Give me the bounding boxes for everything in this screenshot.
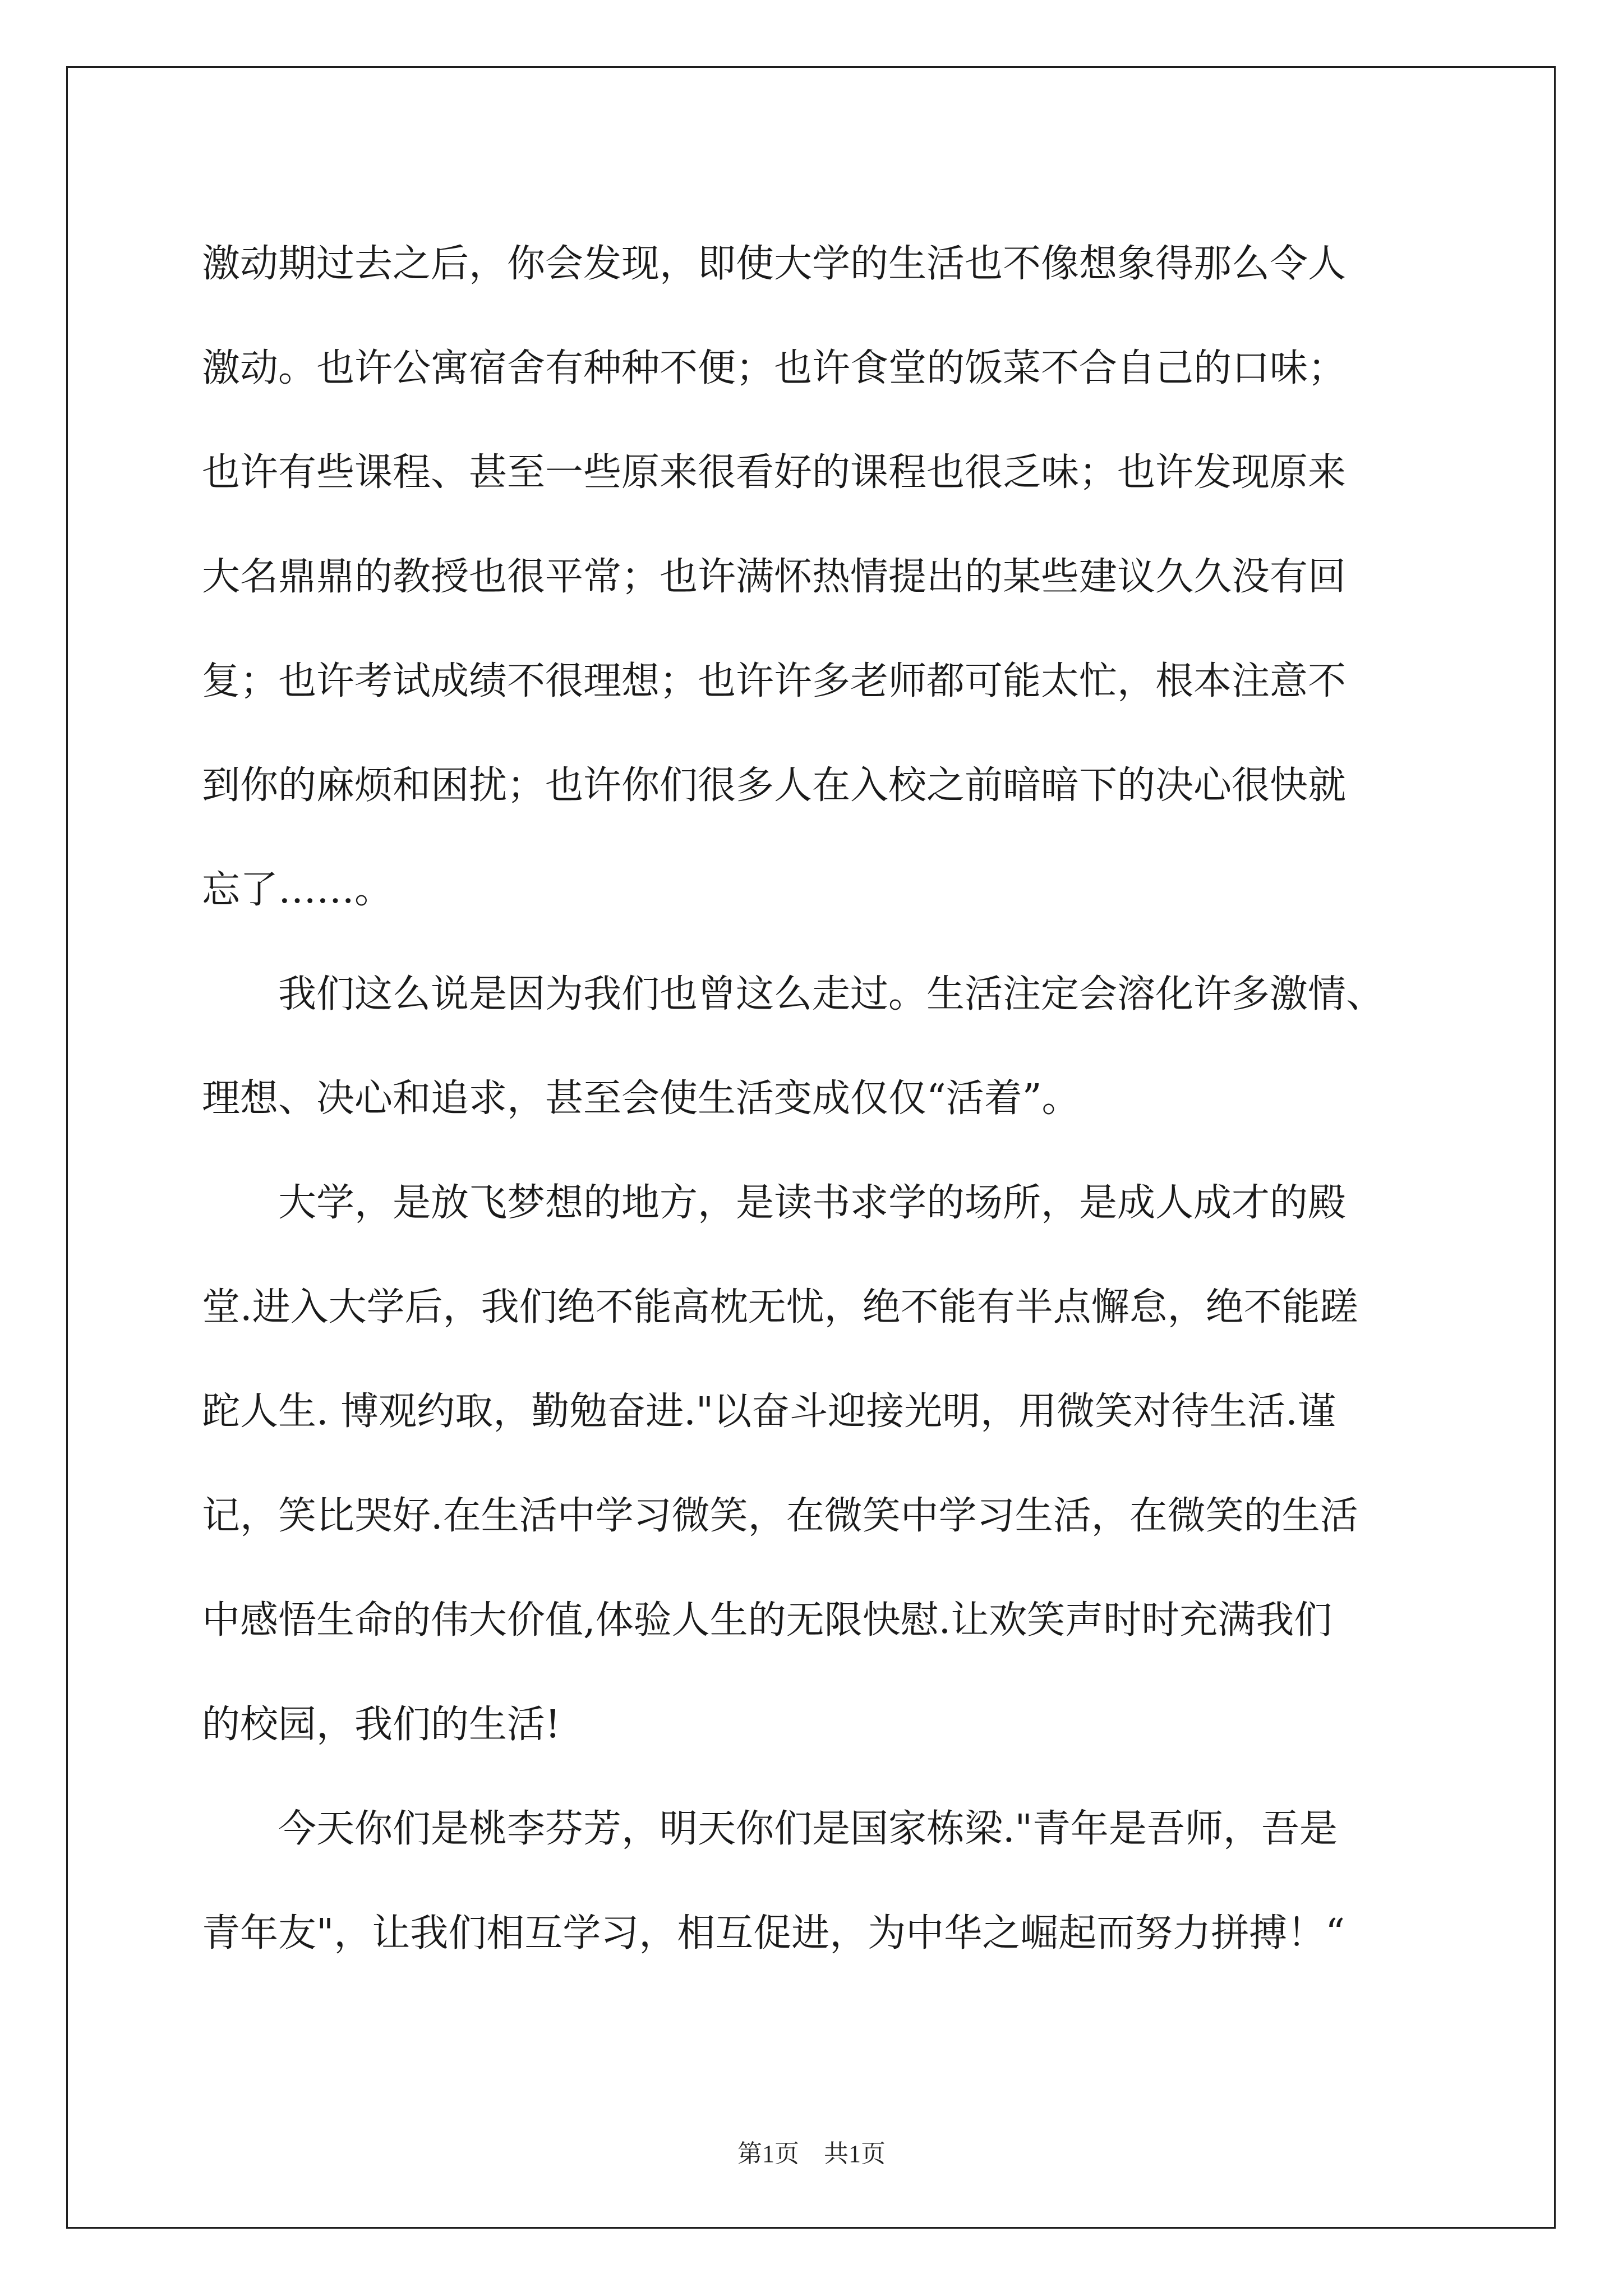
document-body	[202, 212, 1436, 1986]
text-line: 记，笑比哭好.在生活中学习微笑，在微笑中学习生活，在微笑的生活	[202, 1494, 1358, 1538]
page-number-footer: 第1页 共1页	[737, 2140, 886, 2168]
paragraph	[202, 1151, 1436, 1777]
text-line: 激动期过去之后，你会发现，即使大学的生活也不像想象得那么令人	[202, 242, 1347, 286]
paragraph	[202, 1777, 1436, 1986]
text-line: 忘了……。	[202, 868, 393, 912]
text-line: 跎人生. 博观约取，勤勉奋进."以奋斗迎接光明，用微笑对待生活.谨	[202, 1389, 1336, 1434]
text-line: 我们这么说是因为我们也曾这么走过。生活注定会溶化许多激情、	[278, 972, 1385, 1016]
text-line: 复；也许考试成绩不很理想；也许许多老师都可能太忙，根本注意不	[202, 659, 1347, 703]
text-line: 青年友"，让我们相互学习，相互促进，为中华之崛起而努力拼搏！“	[202, 1911, 1345, 1955]
paragraph	[202, 942, 1436, 1151]
text-line: 的校园，我们的生活!	[202, 1703, 561, 1747]
text-line: 也许有些课程、甚至一些原来很看好的课程也很乏味；也许发现原来	[202, 450, 1347, 495]
text-line: 激动。也许公寓宿舍有种种不便；也许食堂的饭菜不合自己的口味；	[202, 346, 1347, 390]
text-line: 大学，是放飞梦想的地方，是读书求学的场所，是成人成才的殿	[278, 1181, 1347, 1225]
text-line: 今天你们是桃李芬芳，明天你们是国家栋梁."青年是吾师，吾是	[278, 1807, 1338, 1851]
text-line: 大名鼎鼎的教授也很平常；也许满怀热情提出的某些建议久久没有回	[202, 555, 1347, 599]
paragraph	[202, 212, 1436, 942]
text-line: 中感悟生命的伟大价值,体验人生的无限快慰.让欢笑声时时充满我们	[202, 1598, 1332, 1642]
text-line: 到你的麻烦和困扰；也许你们很多人在入校之前暗暗下的决心很快就	[202, 763, 1347, 808]
text-line: 堂.进入大学后，我们绝不能高枕无忧，绝不能有半点懈怠，绝不能蹉	[202, 1285, 1358, 1329]
text-line: 理想、决心和追求，甚至会使生活变成仅仅“活着”。	[202, 1076, 1080, 1121]
